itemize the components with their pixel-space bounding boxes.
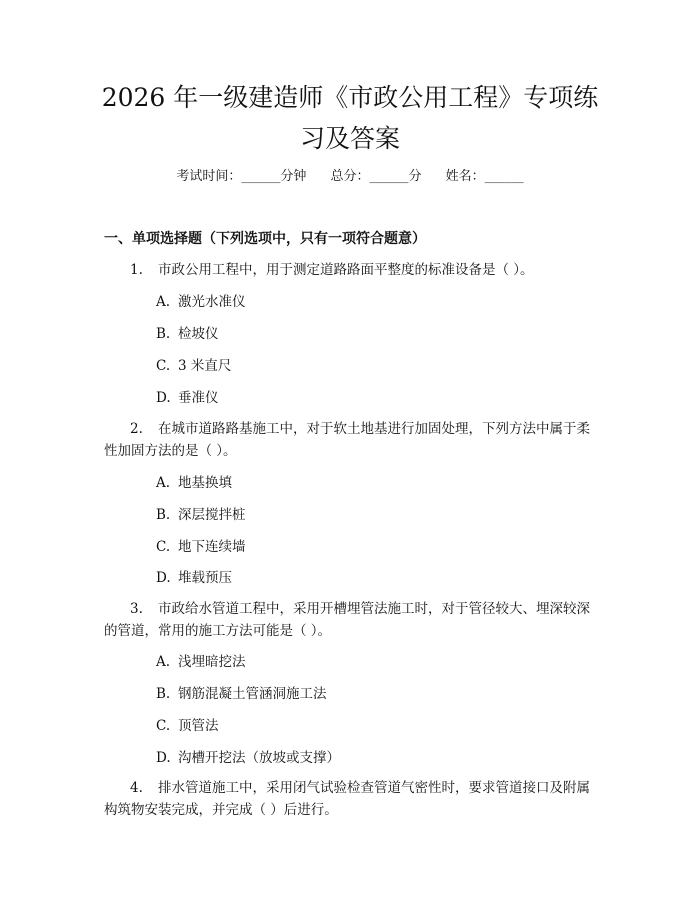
- option-letter: A.: [156, 475, 171, 491]
- option-letter: C.: [156, 718, 171, 734]
- option-text: 地下连续墙: [178, 539, 246, 555]
- question-3-option-c: [156, 715, 219, 737]
- question-1-option-b: [156, 323, 219, 345]
- exam-meta: [0, 166, 700, 188]
- question-3: [104, 598, 598, 642]
- option-text: 垂准仪: [178, 390, 219, 406]
- document-title-line-1: 2026 年一级建造师《市政公用工程》专项练: [101, 83, 599, 112]
- question-1-option-a: [156, 291, 246, 313]
- option-text: 浅埋暗挖法: [178, 654, 246, 670]
- option-letter: B.: [156, 326, 171, 342]
- option-text: 激光水准仪: [178, 294, 246, 310]
- question-3-option-a: [156, 651, 246, 673]
- option-letter: C.: [156, 539, 171, 555]
- option-text: 钢筋混凝土管涵洞施工法: [178, 686, 327, 702]
- question-number: 2.: [130, 421, 143, 437]
- option-text: 堆载预压: [178, 570, 232, 586]
- option-letter: D.: [156, 570, 171, 586]
- option-text: 深层搅拌桩: [178, 507, 246, 523]
- question-number: 3.: [130, 601, 143, 617]
- question-3-option-b: [156, 683, 327, 705]
- option-text: 检坡仪: [178, 326, 219, 342]
- question-1-option-c: [156, 355, 231, 377]
- exam-name-field: 姓名：______: [445, 169, 524, 184]
- question-4: [104, 777, 598, 821]
- option-letter: D.: [156, 390, 171, 406]
- question-2-option-a: [156, 472, 232, 494]
- question-3-option-d: [156, 747, 340, 769]
- question-text: 市政给水管道工程中，采用开槽埋管法施工时，对于管径较大、埋深较深的管道，常用的施工方法可能是（ ）。: [104, 601, 590, 639]
- section-heading: 一、单项选择题（下列选项中，只有一项符合题意）: [104, 231, 426, 247]
- exam-total-score: 总分：______分: [330, 169, 422, 184]
- question-2-option-d: [156, 567, 232, 589]
- question-number: 1.: [130, 262, 143, 278]
- question-2-option-b: [156, 504, 246, 526]
- question-number: 4.: [130, 780, 143, 796]
- option-letter: B.: [156, 686, 171, 702]
- document-title-line-2: 习及答案: [299, 124, 400, 153]
- option-letter: A.: [156, 294, 171, 310]
- question-text: 排水管道施工中，采用闭气试验检查管道气密性时，要求管道接口及附属构筑物安装完成，并完成（ ）后进行。: [104, 780, 590, 818]
- question-2: [104, 418, 598, 462]
- option-text: 沟槽开挖法（放坡或支撑）: [178, 750, 340, 766]
- question-2-option-c: [156, 536, 246, 558]
- option-letter: B.: [156, 507, 171, 523]
- question-text: 在城市道路路基施工中，对于软土地基进行加固处理，下列方法中属于柔性加固方法的是（ ）。: [104, 421, 590, 459]
- question-1-option-d: [156, 387, 219, 409]
- option-text: 顶管法: [178, 718, 219, 734]
- option-letter: A.: [156, 654, 171, 670]
- option-text: 地基换填: [178, 475, 232, 491]
- option-letter: C.: [156, 358, 171, 374]
- question-text: 市政公用工程中，用于测定道路路面平整度的标准设备是（ ）。: [158, 262, 534, 278]
- exam-time: 考试时间：______分钟: [176, 169, 307, 184]
- option-text: 3 米直尺: [178, 358, 232, 374]
- question-1: [104, 259, 598, 281]
- option-letter: D.: [156, 750, 171, 766]
